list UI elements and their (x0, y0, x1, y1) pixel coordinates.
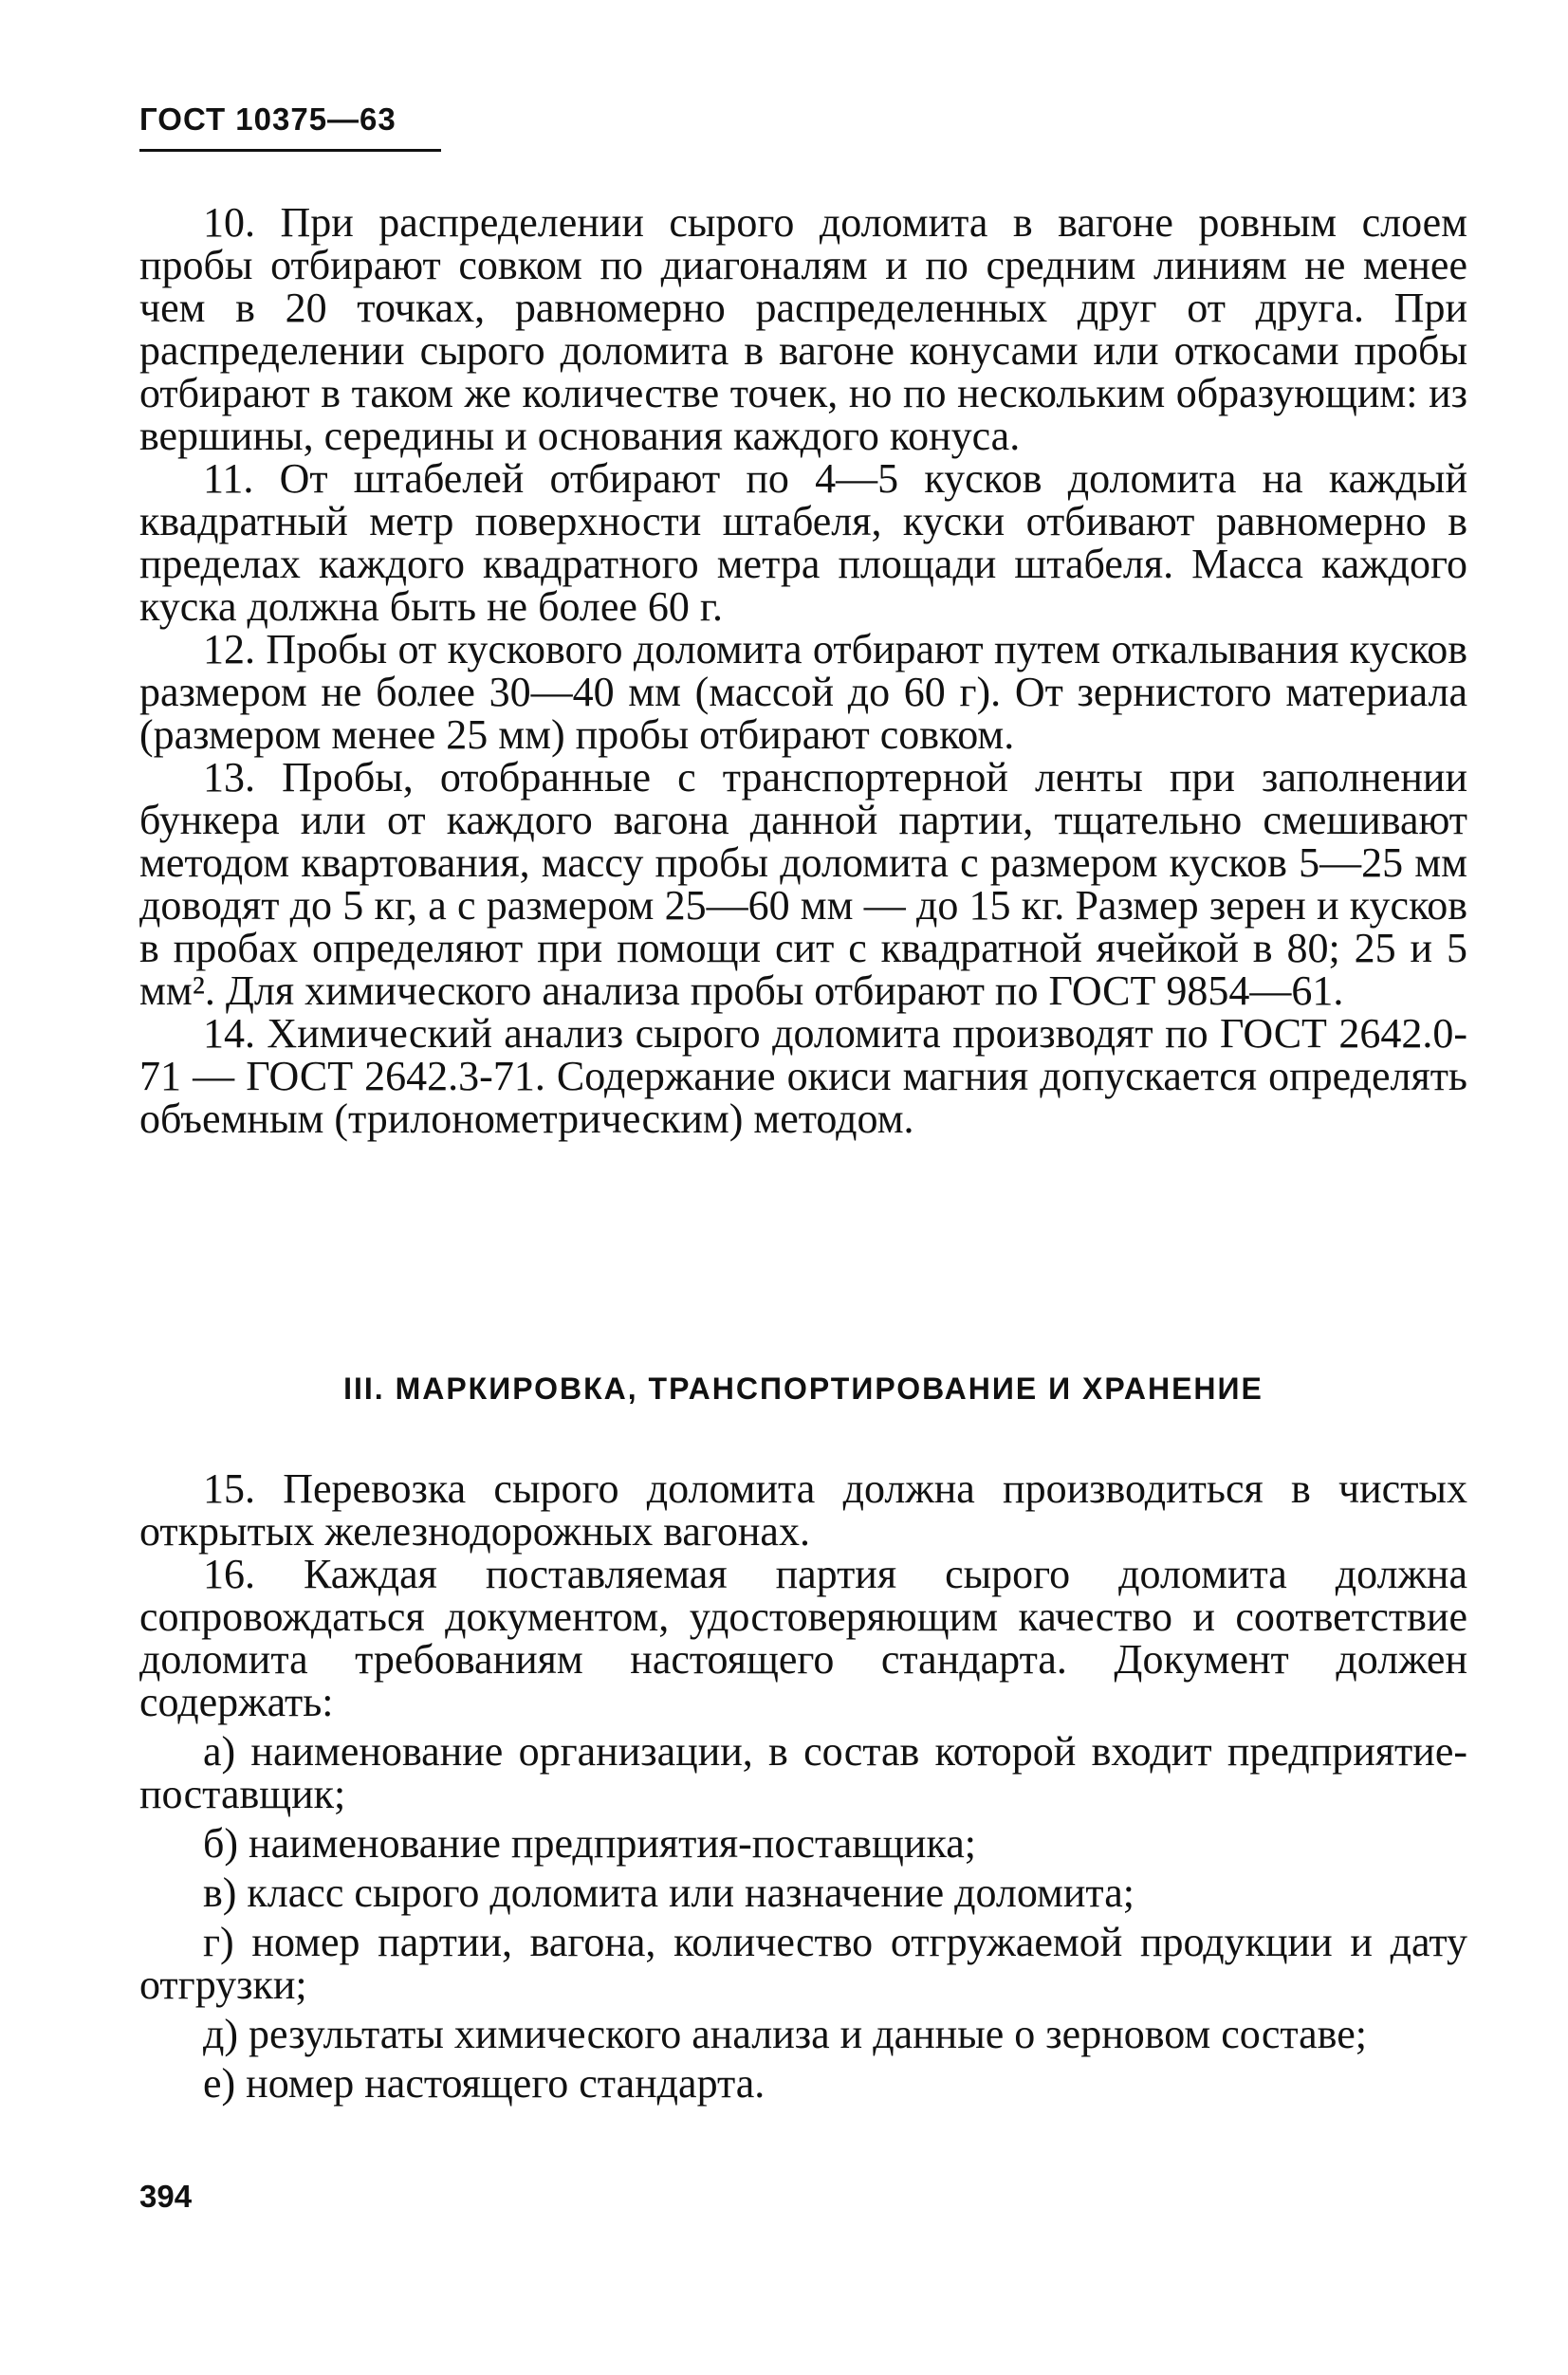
list-item-d: д) результаты химического анализа и данные о зерновом составе; (203, 2011, 1367, 2057)
paragraph-16: 16. Каждая поставляемая партия сырого доломита должна сопровождаться документом, удостоверяющим качество и соответствие доломита требованиям настоящего стандарта. Документ должен содержать: (139, 1551, 1467, 1725)
page-number: 394 (139, 2179, 193, 2214)
section-3-body (139, 1467, 1467, 2105)
list-item-g: г) номер партии, вагона, количество отгружаемой продукции и дату отгрузки; (139, 1919, 1467, 2008)
section-2-tail (139, 201, 1467, 1140)
paragraph-10: 10. При распределении сырого доломита в вагоне ровным слоем пробы отбирают совком по диагоналям и по средним линиям не менее чем в 20 точках, равномерно распределенных друг от друга. При распределении сырого доломита в вагоне конусами или откосами пробы отбирают в таком же количестве точек, но по нескольким образующим: из вершины, середины и основания каждого конуса. (139, 199, 1467, 459)
list-item-a: а) наименование организации, в состав которой входит предприятие-поставщик; (139, 1728, 1467, 1817)
list-item-e: е) номер настоящего стандарта. (203, 2060, 766, 2107)
running-header: ГОСТ 10375—63 (139, 101, 397, 137)
list-item-v: в) класс сырого доломита или назначение доломита; (203, 1869, 1134, 1916)
paragraph-14: 14. Химический анализ сырого доломита производят по ГОСТ 2642.0-71 — ГОСТ 2642.3-71. Содержание окиси магния допускается определять объемным (трилонометрическим) методом. (139, 1010, 1467, 1142)
list-item-b: б) наименование предприятия-поставщика; (203, 1820, 976, 1867)
section-heading: III. МАРКИРОВКА, ТРАНСПОРТИРОВАНИЕ И ХРАНЕНИЕ (343, 1372, 1264, 1406)
paragraph-15: 15. Перевозка сырого доломита должна производиться в чистых открытых железнодорожных вагонах. (139, 1465, 1467, 1555)
paragraph-13: 13. Пробы, отобранные с транспортерной ленты при заполнении бункера или от каждого вагона данной партии, тщательно смешивают методом квартования, массу пробы доломита с размером кусков 5—25 мм доводят до 5 кг, а с размером 25—60 мм — до 15 кг. Размер зерен и кусков в пробах определяют при помощи сит с квадратной ячейкой в 80; 25 и 5 мм². Для химического анализа пробы отбирают по ГОСТ 9854—61. (139, 754, 1467, 1014)
paragraph-12: 12. Пробы от кускового доломита отбирают путем откалывания кусков размером не более 30—40 мм (массой до 60 г). От зернистого материала (размером менее 25 мм) пробы отбирают совком. (139, 626, 1467, 758)
paragraph-11: 11. От штабелей отбирают по 4—5 кусков доломита на каждый квадратный метр поверхности штабеля, куски отбивают равномерно в пределах каждого квадратного метра площади штабеля. Масса каждого куска должна быть не более 60 г. (139, 455, 1467, 630)
header-rule (139, 149, 441, 152)
